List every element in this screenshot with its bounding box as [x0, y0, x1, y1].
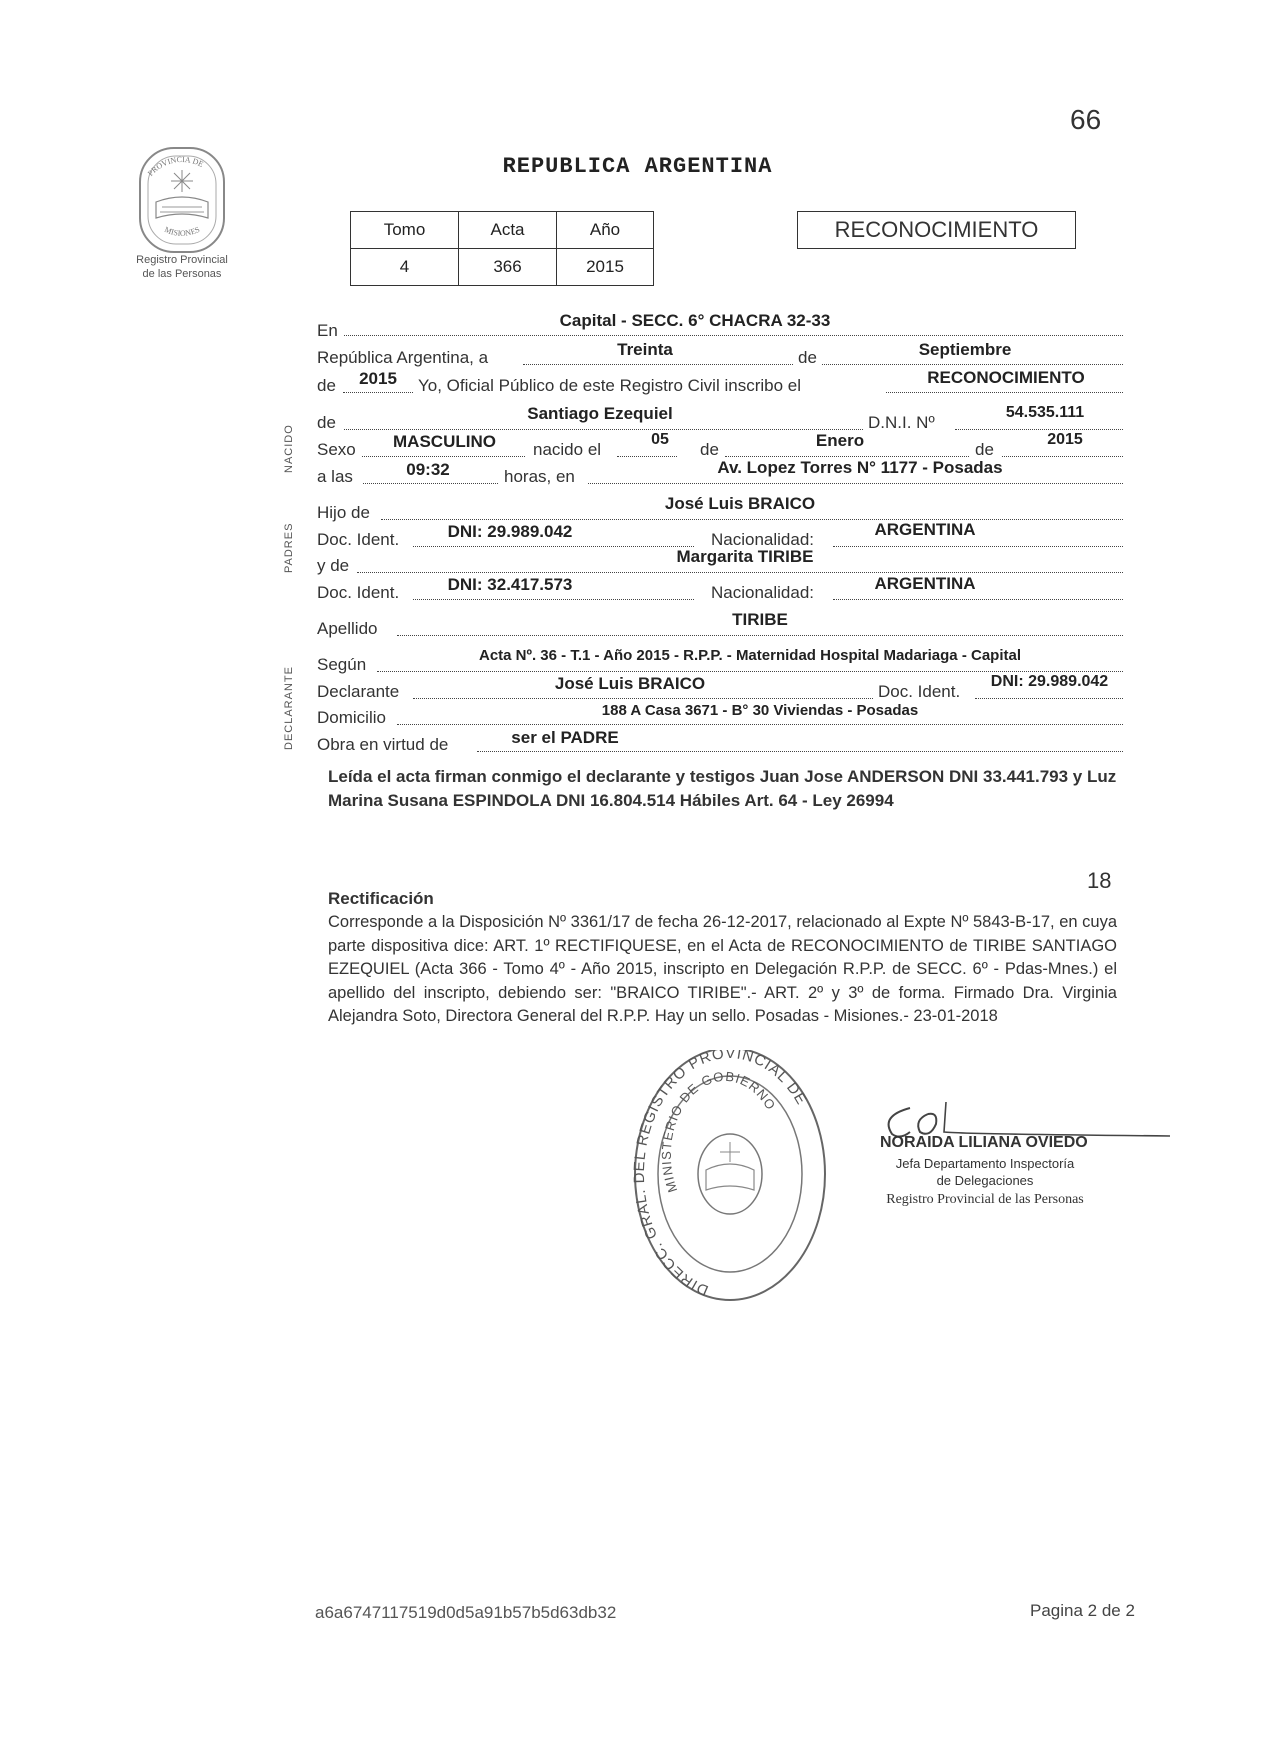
dotted-line [588, 481, 1123, 484]
value-segun: Acta Nº. 36 - T.1 - Año 2015 - R.P.P. - Maternidad Hospital Madariaga - Capital [478, 647, 1021, 664]
value-nac-anio: 2015 [1047, 431, 1083, 448]
dotted-line [344, 427, 863, 430]
rectificacion-body: Corresponde a la Disposición Nº 3361/17 de fecha 26-12-2017, relacionado al Expte Nº 5843-B-17, en cuya parte dispositiva dice: ART. 1º RECTIFIQUESE, en el Acta de RECONOCIMIENTO de TIRIBE SANTIAGO EZEQUIEL (Acta 366 - Tomo 4º - Año 2015, inscripto en Delegación R.P.P. de SECC. 6º - Pdas-Mnes.) el apellido del inscripto, debiendo ser: "BRAICO TIRIBE".- ART. 2º y 3º de forma. Firmado Dra. Virginia Alejandra Soto, Directora General del R.P.P. Hay un sello. Posadas - Misiones.- 23-01-2018 [328, 913, 1117, 1025]
value-mes: Septiembre [918, 340, 1012, 359]
svg-text:MISIONES [163, 225, 201, 238]
value-padre-nac: ARGENTINA [874, 520, 976, 539]
dotted-line [617, 454, 677, 457]
signer-title-line3: Registro Provincial de las Personas [886, 1192, 1084, 1207]
value-tipo: RECONOCIMIENTO [927, 368, 1085, 387]
label-en: En [317, 321, 338, 340]
dotted-line [363, 481, 498, 484]
label-apellido: Apellido [317, 619, 378, 638]
label-nacido-el: nacido el [533, 440, 602, 459]
dotted-line [357, 570, 1123, 573]
closing-paragraph: Leída el acta firman conmigo el declarante y testigos Juan Jose ANDERSON DNI 33.441.793 y Luz Marina Susana ESPINDOLA DNI 16.804.514 Hábiles Art. 64 - Ley 26994 [328, 767, 1117, 810]
label-de-year: de [317, 376, 336, 395]
label-republica: República Argentina, a [317, 348, 489, 367]
document-title: REPUBLICA ARGENTINA [502, 154, 773, 179]
value-lugar-nac: Av. Lopez Torres N° 1177 - Posadas [717, 458, 1003, 477]
value-dia: Treinta [617, 340, 673, 359]
document-hash: a6a6747117519d0d5a91b57b5d63db32 [315, 1603, 617, 1622]
label-de-b2: de [975, 440, 994, 459]
value-nombre: Santiago Ezequiel [527, 404, 673, 423]
value-sexo: MASCULINO [393, 432, 496, 451]
dotted-line [886, 390, 1123, 393]
label-doc-ident-2: Doc. Ident. [317, 583, 400, 602]
dotted-line [362, 454, 525, 457]
seal-text-bottom: MISIONES [163, 224, 202, 238]
value-dni: 54.535.111 [1005, 404, 1085, 421]
value-declarante-dni: DNI: 29.989.042 [990, 673, 1109, 690]
label-horas-en: horas, en [504, 467, 575, 486]
seal-text-top: PROVINCIA DE [145, 154, 205, 178]
value-madre-dni: DNI: 32.417.573 [447, 575, 573, 594]
registry-header-acta: Acta [459, 212, 557, 249]
dotted-line [397, 722, 1123, 725]
label-obra: Obra en virtud de [317, 735, 449, 754]
registry-value-row [351, 249, 654, 286]
value-padre: José Luis BRAICO [664, 494, 816, 513]
registry-header-row [351, 212, 654, 249]
dotted-line [975, 696, 1123, 699]
signer-name: NORAIDA LILIANA OVIEDO [880, 1134, 1088, 1151]
dotted-line [343, 390, 413, 393]
label-doc-ident-3: Doc. Ident. [878, 682, 961, 701]
side-label-nacido: NACIDO [283, 424, 295, 473]
pagination: Pagina 2 de 2 [1030, 1601, 1135, 1620]
official-stamp [630, 1050, 830, 1310]
stamp-outer-text: DIRECC. GRAL. DEL REGISTRO PROVINCIAL DE [630, 1050, 811, 1299]
value-obra: ser el PADRE [511, 728, 619, 747]
value-declarante: José Luis BRAICO [554, 674, 706, 693]
value-lugar: Capital - SECC. 6° CHACRA 32-33 [559, 311, 831, 330]
stamp-inner-text: MINISTERIO DE GOBIERNO [658, 1068, 779, 1195]
rectificacion-title: Rectificación [328, 889, 434, 908]
dotted-line [822, 362, 1123, 365]
label-hijo-de: Hijo de [317, 503, 370, 522]
registry-header-tomo: Tomo [351, 212, 459, 249]
label-y-de: y de [317, 556, 350, 575]
registry-value-tomo: 4 [351, 249, 459, 286]
signer-title-line2: de Delegaciones [936, 1173, 1034, 1188]
dotted-line [725, 454, 969, 457]
margin-number: 18 [1087, 868, 1112, 893]
label-segun: Según [317, 655, 367, 674]
dotted-line [413, 597, 694, 600]
seal-caption [112, 253, 252, 281]
dotted-line [523, 362, 793, 365]
value-anio: 2015 [359, 369, 397, 388]
label-dni-no: D.N.I. Nº [868, 413, 935, 432]
registry-table [350, 211, 654, 286]
registry-value-acta: 366 [459, 249, 557, 286]
value-padre-dni: DNI: 29.989.042 [447, 522, 573, 541]
dotted-line [955, 427, 1123, 430]
label-nacionalidad-1: Nacionalidad: [711, 530, 815, 549]
dotted-line [397, 633, 1123, 636]
value-madre: Margarita TIRIBE [676, 547, 814, 566]
dotted-line [381, 517, 1123, 520]
label-a-las: a las [317, 467, 353, 486]
seal-caption-line1: Registro Provincial [136, 254, 228, 266]
side-label-padres: PADRES [283, 522, 295, 573]
label-nacionalidad-2: Nacionalidad: [711, 583, 815, 602]
dotted-line [1002, 454, 1123, 457]
act-type-box: RECONOCIMIENTO [797, 211, 1076, 249]
value-madre-nac: ARGENTINA [874, 574, 976, 593]
label-doc-ident-1: Doc. Ident. [317, 530, 400, 549]
value-nac-dia: 05 [651, 431, 669, 448]
side-label-declarante: DECLARANTE [283, 666, 295, 750]
value-domicilio: 188 A Casa 3671 - B° 30 Viviendas - Posadas [601, 702, 919, 719]
label-yo: Yo, Oficial Público de este Registro Civil inscribo el [418, 376, 801, 395]
label-domicilio: Domicilio [317, 708, 386, 727]
dotted-line [833, 544, 1123, 547]
registry-value-anio: 2015 [557, 249, 654, 286]
dotted-line [413, 696, 873, 699]
value-nac-mes: Enero [815, 431, 865, 450]
dotted-line [833, 597, 1123, 600]
dotted-line [344, 333, 1123, 336]
registry-header-anio: Año [557, 212, 654, 249]
label-de-name: de [317, 413, 336, 432]
label-de-month: de [798, 348, 817, 367]
seal-caption-line2: de las Personas [142, 268, 222, 280]
signer-title-line1: Jefa Departamento Inspectoría [895, 1156, 1075, 1171]
page-number: 66 [1070, 104, 1102, 135]
label-declarante: Declarante [317, 682, 400, 701]
dotted-line [477, 749, 1123, 752]
value-apellido: TIRIBE [732, 610, 788, 629]
dotted-line [377, 669, 1123, 672]
value-hora: 09:32 [406, 460, 450, 479]
label-de-b1: de [700, 440, 719, 459]
label-sexo: Sexo [317, 440, 356, 459]
